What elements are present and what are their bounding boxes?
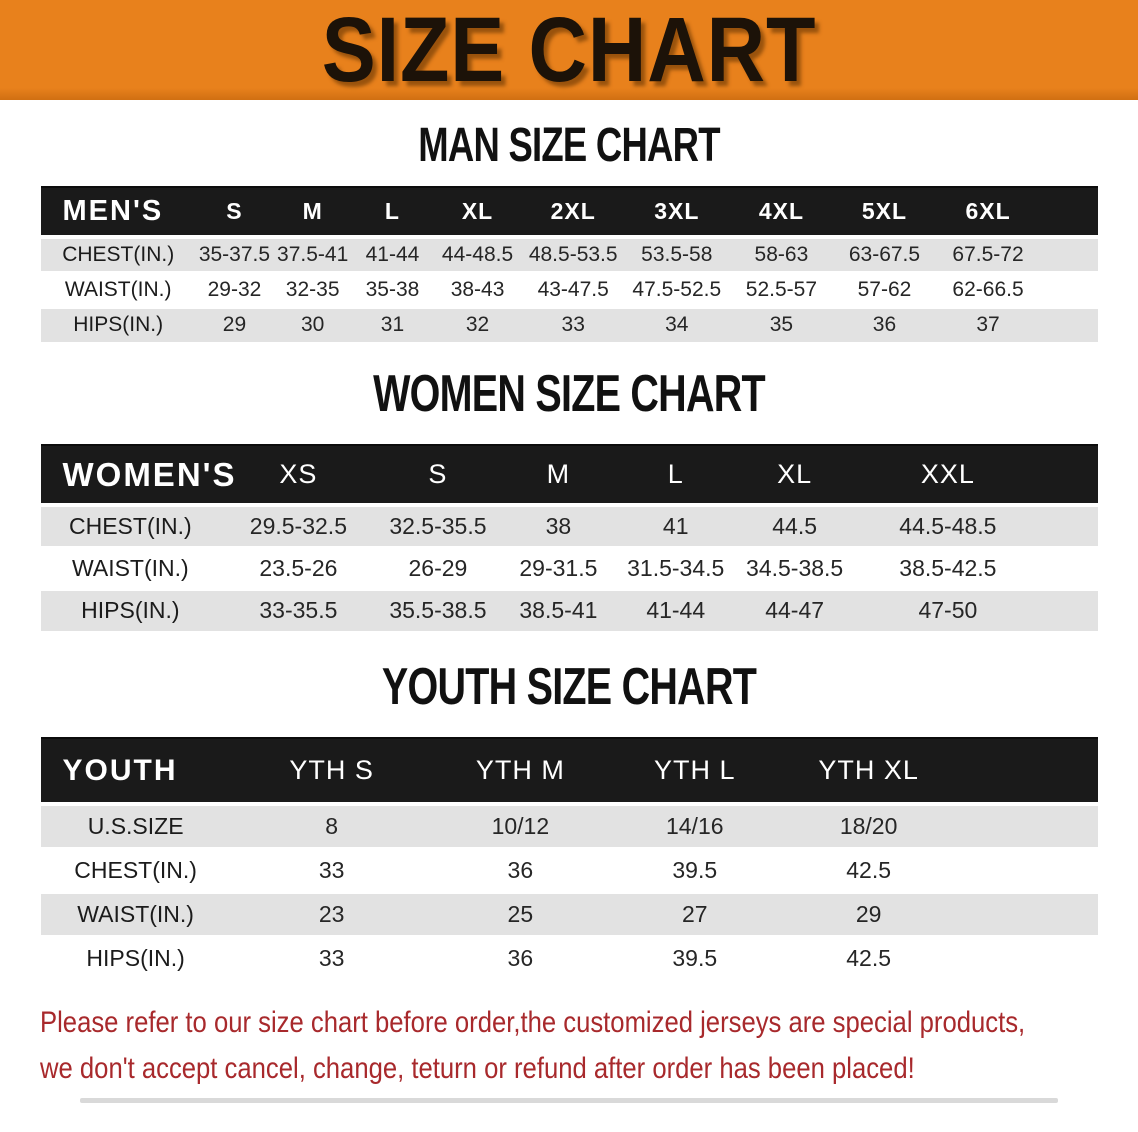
cell: 35-38 bbox=[365, 277, 420, 301]
column-header: YTH M bbox=[433, 738, 608, 804]
cell: 33 bbox=[318, 945, 345, 972]
column-header: XL bbox=[734, 445, 856, 505]
section-heading-men: MAN SIZE CHART bbox=[418, 119, 720, 172]
cell: 34.5-38.5 bbox=[746, 554, 844, 581]
spacer-cell bbox=[1040, 589, 1097, 631]
bottom-edge-shadow bbox=[80, 1098, 1059, 1103]
policy-line-1: Please refer to our size chart before order,the customized jerseys are special products, bbox=[40, 1006, 1026, 1039]
cell: 67.5-72 bbox=[952, 242, 1024, 266]
table-row bbox=[41, 237, 1098, 272]
men-size-table bbox=[41, 186, 1098, 342]
cell: 44.5-48.5 bbox=[899, 512, 997, 539]
cell: 53.5-58 bbox=[641, 242, 713, 266]
table-corner-label: YOUTH bbox=[41, 738, 231, 804]
cell: 29-31.5 bbox=[519, 554, 598, 581]
cell: 43-47.5 bbox=[537, 277, 609, 301]
spacer-cell bbox=[1040, 272, 1097, 307]
table-row bbox=[41, 505, 1098, 547]
cell: 42.5 bbox=[846, 856, 891, 883]
column-header: L bbox=[618, 445, 734, 505]
cell: 25 bbox=[507, 900, 534, 927]
column-header: L bbox=[352, 187, 432, 237]
column-header: YTH XL bbox=[781, 738, 955, 804]
column-header: 2XL bbox=[522, 187, 623, 237]
youth-size-chart-section bbox=[0, 658, 1138, 980]
column-header: 5XL bbox=[833, 187, 936, 237]
cell: 57-62 bbox=[857, 277, 912, 301]
row-label: CHEST(IN.) bbox=[69, 512, 192, 539]
cell: 18/20 bbox=[839, 812, 898, 839]
cell: 33-35.5 bbox=[259, 597, 338, 624]
column-header: YTH L bbox=[608, 738, 781, 804]
column-header: M bbox=[273, 187, 352, 237]
row-label: CHEST(IN.) bbox=[62, 242, 175, 266]
column-header: XXL bbox=[855, 445, 1040, 505]
column-header: 6XL bbox=[936, 187, 1041, 237]
table-row bbox=[41, 589, 1098, 631]
cell: 35 bbox=[769, 313, 794, 337]
women-size-table bbox=[41, 444, 1098, 631]
cell: 35-37.5 bbox=[198, 242, 271, 266]
cell: 63-67.5 bbox=[848, 242, 921, 266]
cell: 47.5-52.5 bbox=[632, 277, 722, 301]
table-corner-label: MEN'S bbox=[41, 187, 196, 237]
section-heading-youth: YOUTH SIZE CHART bbox=[381, 658, 757, 716]
section-heading-women: WOMEN SIZE CHART bbox=[373, 365, 765, 423]
column-header: XL bbox=[433, 187, 523, 237]
cell: 33 bbox=[318, 856, 345, 883]
cell: 58-63 bbox=[754, 242, 809, 266]
cell: 30 bbox=[300, 313, 325, 337]
cell: 37 bbox=[976, 313, 1000, 337]
spacer-cell bbox=[1040, 307, 1097, 342]
cell: 38 bbox=[545, 512, 572, 539]
spacer-cell bbox=[956, 848, 1098, 892]
youth-size-table bbox=[41, 737, 1098, 980]
cell: 35.5-38.5 bbox=[389, 597, 487, 624]
row-label: WAIST(IN.) bbox=[64, 277, 172, 301]
cell: 10/12 bbox=[491, 812, 550, 839]
cell: 62-66.5 bbox=[952, 277, 1024, 301]
spacer-cell bbox=[1040, 187, 1097, 237]
column-header: S bbox=[377, 445, 500, 505]
spacer-cell bbox=[1040, 445, 1097, 505]
cell: 29 bbox=[222, 313, 247, 337]
cell: 44-48.5 bbox=[441, 242, 514, 266]
cell: 39.5 bbox=[672, 856, 718, 883]
cell: 14/16 bbox=[665, 812, 724, 839]
table-row bbox=[41, 272, 1098, 307]
cell: 34 bbox=[665, 313, 689, 337]
table-row bbox=[41, 936, 1098, 980]
spacer-cell bbox=[956, 738, 1098, 804]
spacer-cell bbox=[956, 892, 1098, 936]
spacer-cell bbox=[1040, 547, 1097, 589]
cell: 29-32 bbox=[207, 277, 262, 301]
cell: 23 bbox=[318, 900, 345, 927]
row-label: U.S.SIZE bbox=[87, 812, 184, 839]
cell: 32 bbox=[465, 313, 490, 337]
size-chart-banner bbox=[0, 0, 1138, 100]
cell: 36 bbox=[507, 945, 534, 972]
cell: 38.5-41 bbox=[519, 597, 598, 624]
column-header: S bbox=[196, 187, 273, 237]
column-header: YTH S bbox=[231, 738, 433, 804]
banner-title: SIZE CHART bbox=[321, 0, 817, 101]
cell: 32-35 bbox=[285, 277, 340, 301]
column-header: 3XL bbox=[624, 187, 730, 237]
cell: 36 bbox=[507, 856, 534, 883]
row-label: WAIST(IN.) bbox=[72, 554, 189, 581]
cell: 23.5-26 bbox=[259, 554, 338, 581]
women-size-chart-section bbox=[0, 365, 1138, 631]
cell: 29 bbox=[855, 900, 882, 927]
order-policy-note bbox=[40, 1000, 1138, 1092]
cell: 41 bbox=[662, 512, 689, 539]
spacer-cell bbox=[956, 804, 1098, 848]
row-label: HIPS(IN.) bbox=[81, 597, 180, 624]
table-row bbox=[41, 547, 1098, 589]
cell: 44-47 bbox=[765, 597, 825, 624]
cell: 39.5 bbox=[672, 945, 718, 972]
women-header-bar bbox=[41, 445, 1098, 505]
cell: 26-29 bbox=[408, 554, 468, 581]
row-label: CHEST(IN.) bbox=[74, 856, 197, 883]
cell: 27 bbox=[681, 900, 708, 927]
cell: 44.5 bbox=[772, 512, 818, 539]
cell: 36 bbox=[872, 313, 897, 337]
cell: 33 bbox=[561, 313, 585, 337]
spacer-cell bbox=[1040, 505, 1097, 547]
cell: 8 bbox=[325, 812, 339, 839]
cell: 41-44 bbox=[646, 597, 706, 624]
cell: 42.5 bbox=[846, 945, 891, 972]
cell: 31 bbox=[380, 313, 405, 337]
men-size-chart-section bbox=[0, 119, 1138, 342]
cell: 47-50 bbox=[918, 597, 978, 624]
column-header: M bbox=[499, 445, 617, 505]
cell: 48.5-53.5 bbox=[528, 242, 618, 266]
cell: 31.5-34.5 bbox=[627, 554, 725, 581]
table-row bbox=[41, 848, 1098, 892]
row-label: HIPS(IN.) bbox=[86, 945, 185, 972]
spacer-cell bbox=[956, 936, 1098, 980]
cell: 37.5-41 bbox=[277, 242, 349, 266]
cell: 38-43 bbox=[450, 277, 505, 301]
cell: 29.5-32.5 bbox=[249, 512, 347, 539]
table-row bbox=[41, 892, 1098, 936]
size-charts-main bbox=[0, 119, 1138, 980]
row-label: WAIST(IN.) bbox=[77, 900, 194, 927]
cell: 38.5-42.5 bbox=[899, 554, 997, 581]
row-label: HIPS(IN.) bbox=[73, 313, 164, 337]
table-row bbox=[41, 804, 1098, 848]
cell: 52.5-57 bbox=[745, 277, 818, 301]
table-corner-label: WOMEN'S bbox=[41, 445, 221, 505]
cell: 41-44 bbox=[365, 242, 420, 266]
policy-line-2: we don't accept cancel, change, teturn or refund after order has been placed! bbox=[40, 1052, 915, 1085]
column-header: 4XL bbox=[730, 187, 834, 237]
men-header-bar bbox=[41, 187, 1098, 237]
column-header: XS bbox=[220, 445, 376, 505]
spacer-cell bbox=[1040, 237, 1097, 272]
youth-header-bar bbox=[41, 738, 1098, 804]
cell: 32.5-35.5 bbox=[389, 512, 487, 539]
table-row bbox=[41, 307, 1098, 342]
